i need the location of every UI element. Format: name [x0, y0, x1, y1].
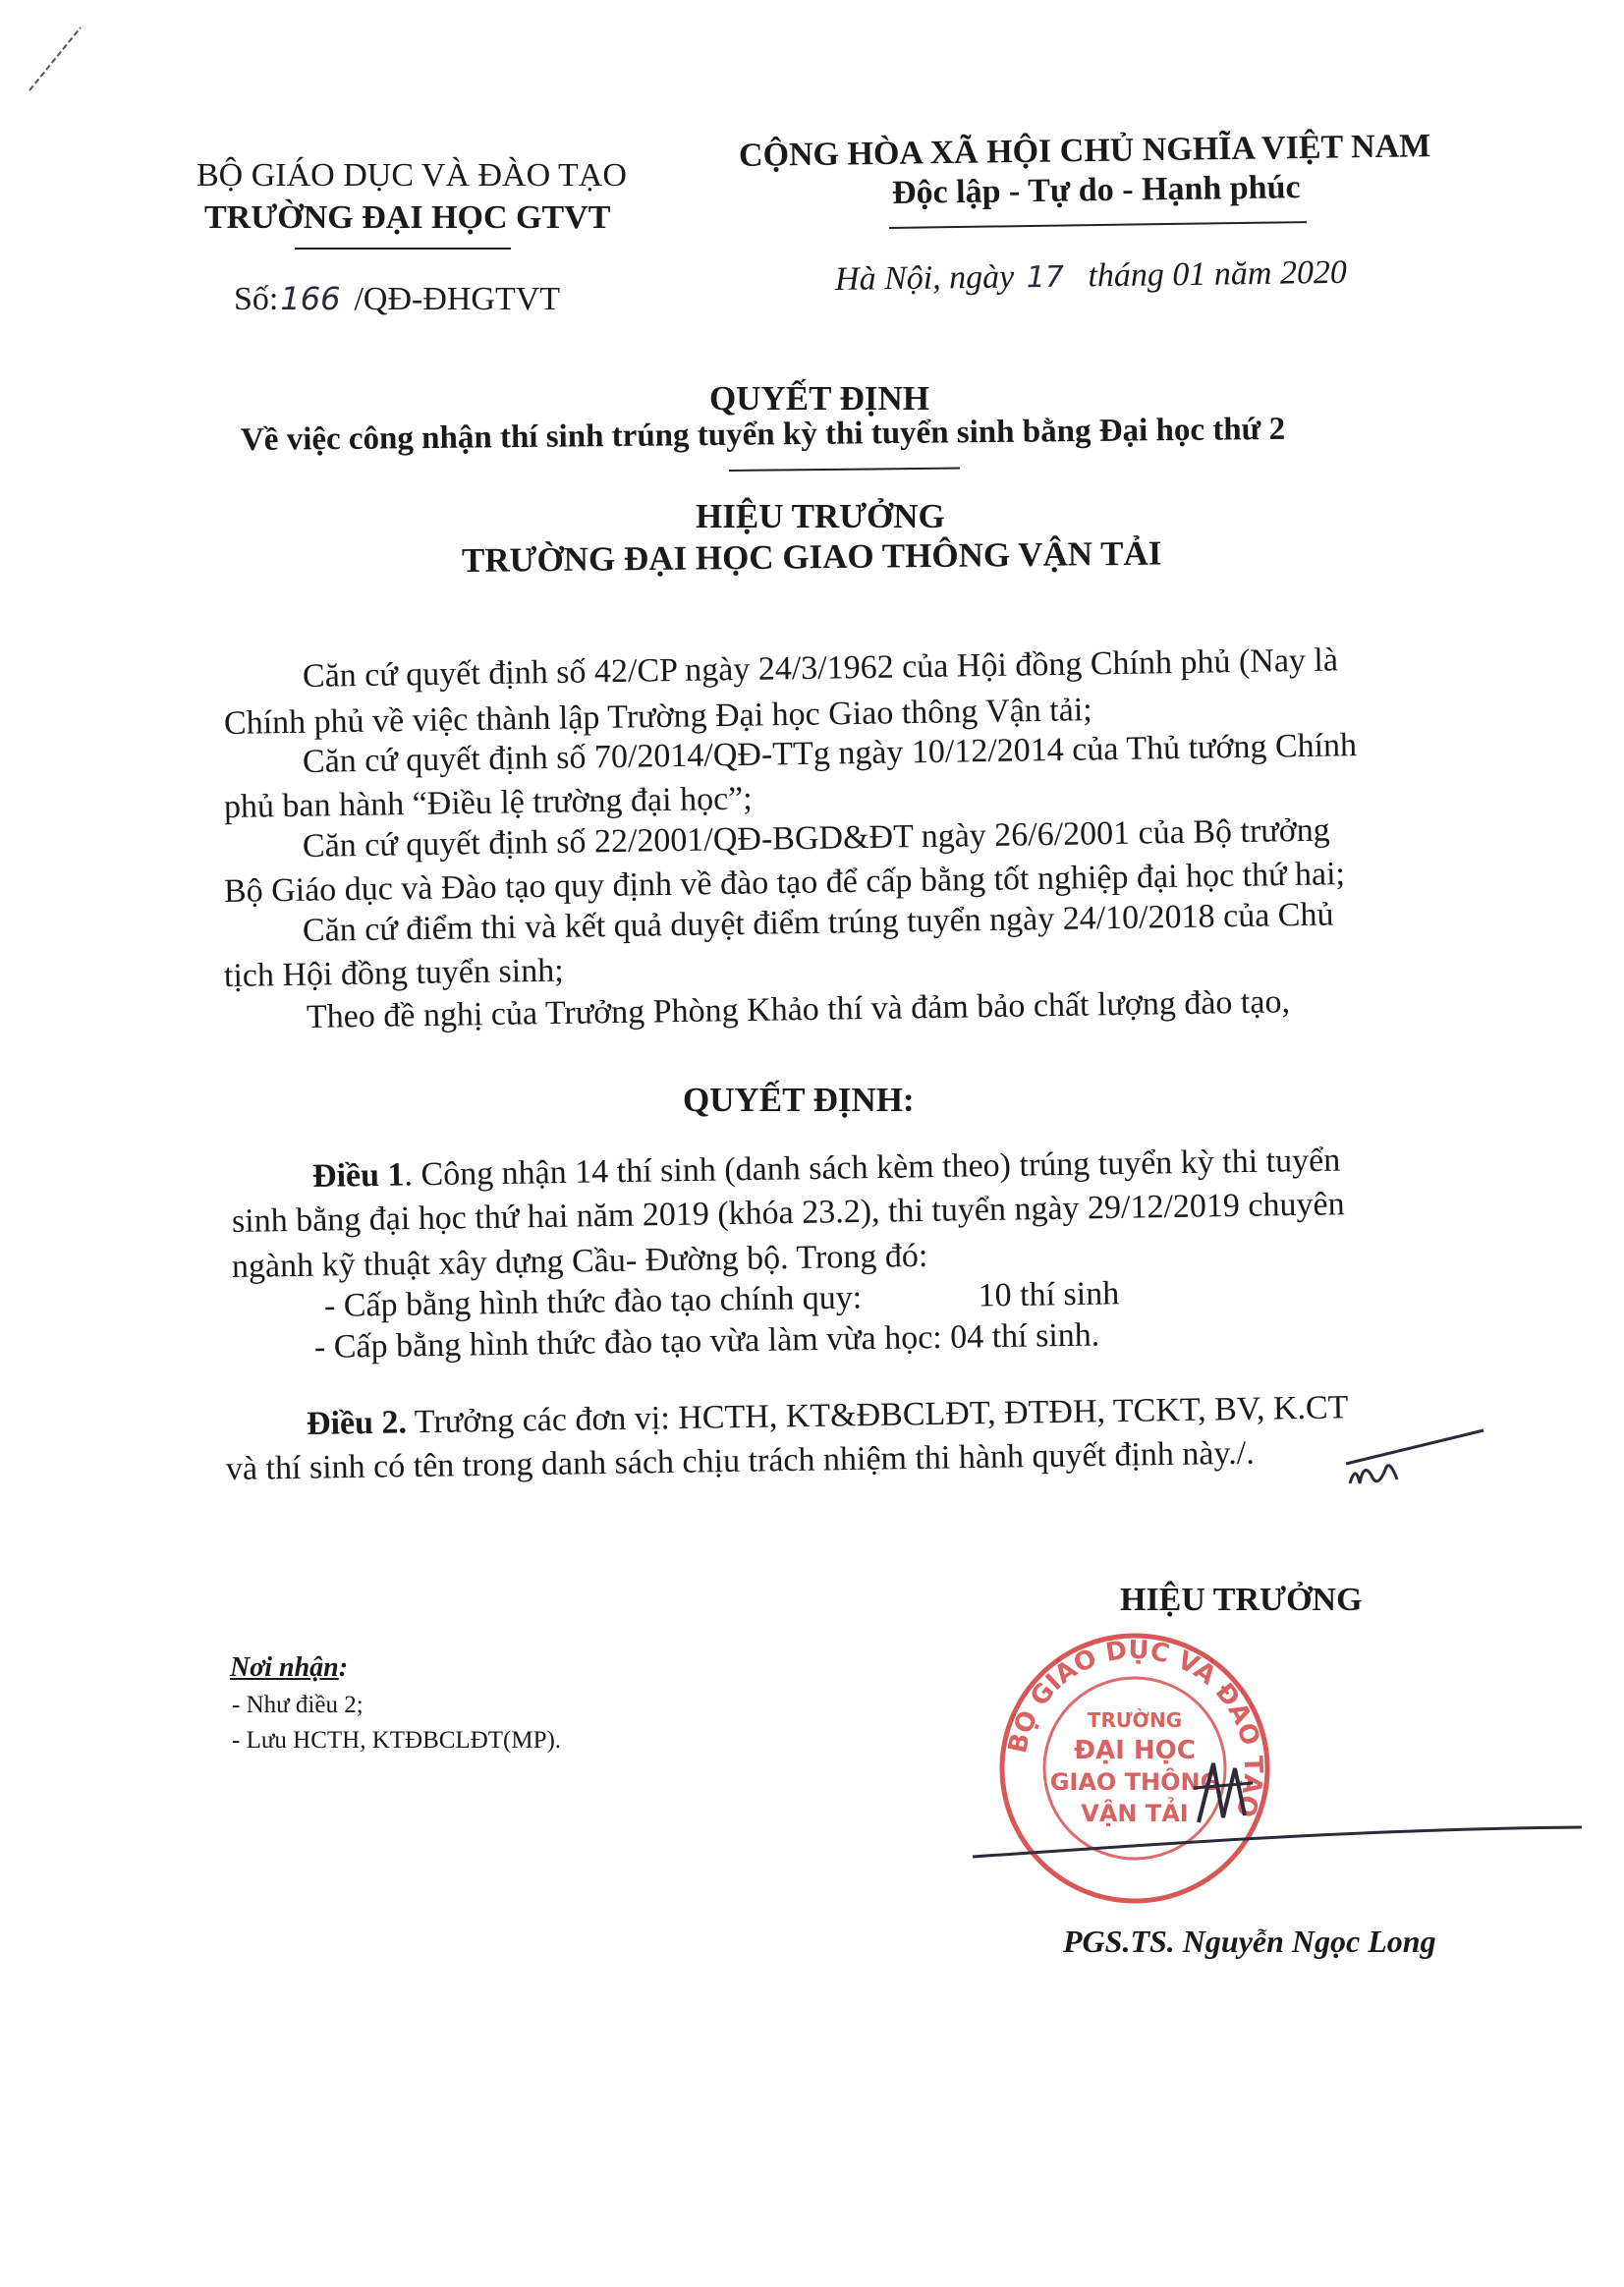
- recipient-item: - Lưu HCTH, KTĐBCLĐT(MP).: [232, 1727, 562, 1754]
- decision-heading: QUYẾT ĐỊNH:: [683, 1081, 915, 1119]
- preamble-line: Theo đề nghị của Trưởng Phòng Khảo thí và đảm bảo chất lượng đào tạo,: [306, 983, 1291, 1035]
- seal-center-line: VẬN TẢI: [1081, 1800, 1189, 1827]
- right-header-rule: [889, 221, 1307, 229]
- scan-mark: [20, 20, 88, 98]
- document-title: QUYẾT ĐỊNH: [709, 379, 929, 418]
- recipients-heading: [230, 1652, 348, 1684]
- signer-name: PGS.TS. Nguyễn Ngọc Long: [1063, 1924, 1436, 1959]
- handwritten-number: 166: [280, 280, 341, 317]
- preamble-line: Căn cứ quyết định số 70/2014/QĐ-TTg ngày 10/12/2014 của Thủ tướng Chính: [302, 727, 1358, 780]
- date-suffix: tháng 01 năm 2020: [1088, 253, 1348, 295]
- issue-date: [835, 254, 1347, 299]
- preamble-line: Chính phủ về việc thành lập Trường Đại học Giao thông Vận tải;: [223, 692, 1092, 742]
- recipient-item: - Như điều 2;: [232, 1692, 364, 1718]
- preamble-line: phủ ban hành “Điều lệ trường đại học”;: [223, 780, 753, 825]
- subject-rule: [729, 468, 960, 472]
- article-1-line: sinh bằng đại học thứ hai năm 2019 (khóa 23.2), thi tuyển ngày 29/12/2019 chuyên: [231, 1186, 1345, 1240]
- preamble-line: tịch Hội đồng tuyển sinh;: [223, 952, 564, 994]
- seal-center-line: ĐẠI HỌC: [1074, 1736, 1196, 1765]
- number-suffix: /QĐ-ĐHGTVT: [354, 281, 561, 317]
- article-1-text: . Công nhận 14 thí sinh (danh sách kèm theo) trúng tuyển kỳ thi tuyển: [404, 1142, 1341, 1194]
- document-subject: Về việc công nhận thí sinh trúng tuyển kỳ thi tuyển sinh bằng Đại học thứ 2: [240, 411, 1286, 458]
- preamble-line: Căn cứ quyết định số 42/CP ngày 24/3/1962 của Hội đồng Chính phủ (Nay là: [302, 641, 1339, 695]
- signer-title: HIỆU TRƯỞNG: [1120, 1582, 1363, 1618]
- national-motto: Độc lập - Tự do - Hạnh phúc: [891, 169, 1301, 211]
- initials-mark: [1336, 1424, 1513, 1503]
- item-1-value: 10 thí sinh: [978, 1275, 1120, 1314]
- article-1-item: - Cấp bằng hình thức đào tạo vừa làm vừa học: 04 thí sinh.: [313, 1316, 1100, 1366]
- handwritten-day: 17: [1026, 259, 1065, 296]
- seal-ring-text: BỘ GIÁO DỤC VÀ ĐÀO TẠO: [1002, 1635, 1268, 1821]
- article-2-line: và thí sinh có tên trong danh sách chịu trách nhiệm thi hành quyết định này./.: [225, 1434, 1255, 1487]
- article-2-label: Điều 2.: [306, 1404, 408, 1442]
- seal-center-line: TRƯỜNG: [1087, 1708, 1183, 1732]
- authority-institution: TRƯỜNG ĐẠI HỌC GIAO THÔNG VẬN TẢI: [461, 533, 1162, 580]
- document-number: [234, 280, 560, 318]
- left-header-rule: [295, 248, 511, 250]
- item-1-label: - Cấp bằng hình thức đào tạo chính quy:: [323, 1279, 863, 1324]
- recipients-heading-colon: :: [338, 1652, 349, 1683]
- ministry-name: BỘ GIÁO DỤC VÀ ĐÀO TẠO: [196, 157, 627, 194]
- preamble-line: Căn cứ điểm thi và kết quả duyệt điểm trúng tuyển ngày 24/10/2018 của Chủ: [302, 896, 1334, 949]
- article-2-text: Trưởng các đơn vị: HCTH, KT&ĐBCLĐT, ĐTĐH, TCKT, BV, K.CT: [406, 1389, 1349, 1441]
- preamble-line: Căn cứ quyết định số 22/2001/QĐ-BGD&ĐT ngày 26/6/2001 của Bộ trưởng: [302, 811, 1330, 865]
- seal-center-line: GIAO THÔNG: [1049, 1768, 1220, 1796]
- university-name: TRƯỜNG ĐẠI HỌC GTVT: [204, 199, 611, 236]
- article-1-line: ngành kỹ thuật xây dựng Cầu- Đường bộ. Trong đó:: [231, 1237, 928, 1285]
- article-1-label: Điều 1: [311, 1156, 405, 1195]
- country-name: CỘNG HÒA XÃ HỘI CHỦ NGHĨA VIỆT NAM: [738, 128, 1431, 174]
- signature-mark: [973, 1709, 1601, 1867]
- number-prefix: Số:: [234, 281, 279, 317]
- authority-title: HIỆU TRƯỞNG: [696, 497, 945, 535]
- recipients-heading-text: Nơi nhận: [230, 1652, 339, 1683]
- date-prefix: Hà Nội, ngày: [834, 258, 1015, 298]
- preamble-line: Bộ Giáo dục và Đào tạo quy định về đào tạo để cấp bằng tốt nghiệp đại học thứ hai;: [223, 856, 1346, 910]
